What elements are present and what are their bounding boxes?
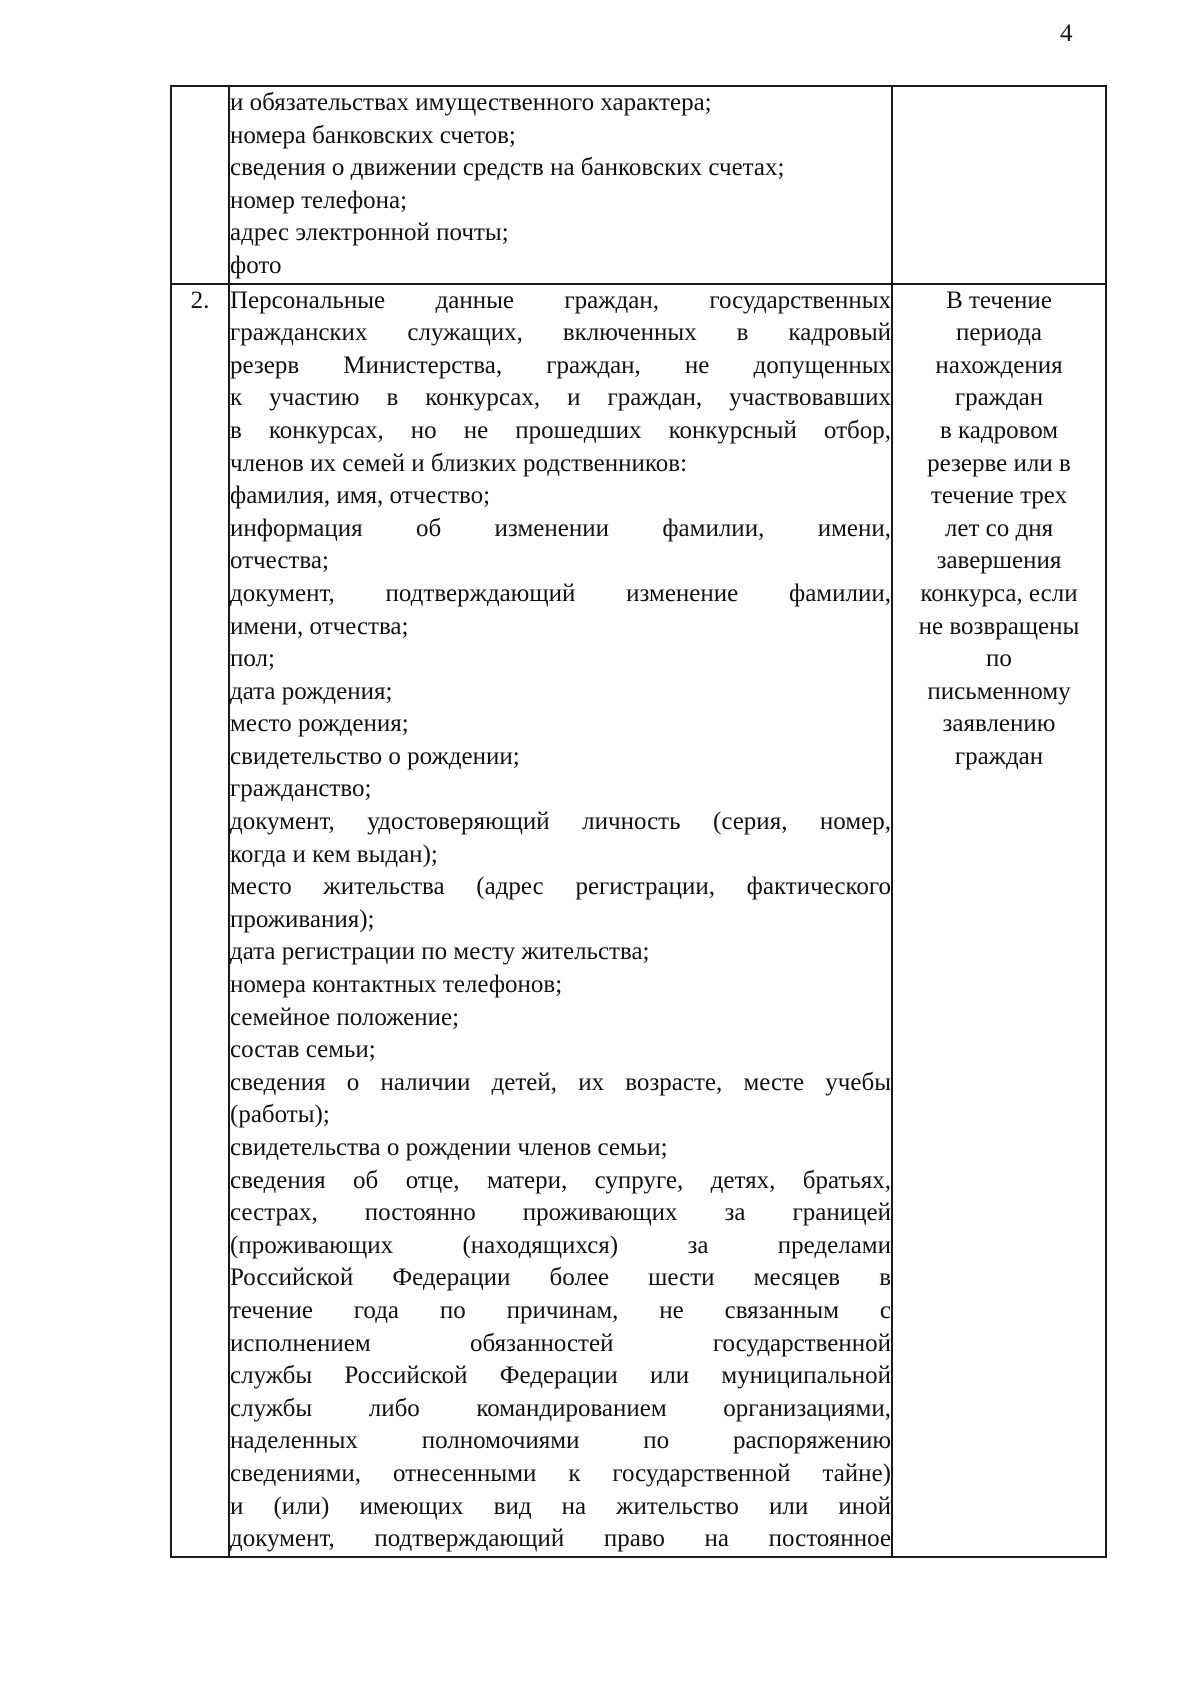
term-line: нахождения xyxy=(935,351,1063,379)
text-line: течение года по причинам, не связанным с xyxy=(230,1296,891,1324)
term-line: письменному xyxy=(927,677,1071,705)
text-line: состав семьи; xyxy=(230,1036,376,1064)
retention-term-cell xyxy=(892,86,1106,284)
text-line: адрес электронной почты; xyxy=(230,219,509,247)
text-line: сведениями, отнесенными к государственной тайне) xyxy=(230,1459,891,1487)
text-line: исполнением обязанностей государственной xyxy=(230,1329,891,1357)
text-line: службы Российской Федерации или муниципальной xyxy=(230,1362,891,1390)
text-line: документ, удостоверяющий личность (серия, номер, xyxy=(230,808,891,836)
page-number: 4 xyxy=(1060,20,1073,47)
text-line: свидетельства о рождении членов семьи; xyxy=(230,1134,668,1161)
text-line: информация об изменении фамилии, имени, xyxy=(230,514,891,542)
text-line: свидетельство о рождении; xyxy=(230,742,520,770)
text-line: и (или) имеющих вид на жительство или иной xyxy=(230,1492,891,1520)
text-line: фото xyxy=(230,251,282,279)
text-line: Персональные данные граждан, государственных xyxy=(230,286,891,314)
row-number xyxy=(171,86,229,284)
text-line: документ, подтверждающий изменение фамилии, xyxy=(230,579,891,607)
text-line: место жительства (адрес регистрации, фактического xyxy=(230,873,891,901)
text-line: когда и кем выдан); xyxy=(230,840,438,868)
text-line: (работы); xyxy=(230,1101,330,1129)
text-line: пол; xyxy=(230,645,275,673)
text-line: службы либо командированием организациями, xyxy=(230,1394,891,1422)
text-line: дата регистрации по месту жительства; xyxy=(230,938,650,966)
term-line: не возвращены xyxy=(918,612,1080,640)
table-body xyxy=(171,86,1106,1557)
table-row xyxy=(171,86,1106,284)
text-line: дата рождения; xyxy=(230,677,393,705)
text-line: наделенных полномочиями по распоряжению xyxy=(230,1427,891,1455)
text-line: номера банковских счетов; xyxy=(230,121,516,149)
text-line: в конкурсах, но не прошедших конкурсный отбор, xyxy=(230,416,891,444)
personal-data-table xyxy=(170,85,1107,1558)
text-line: членов их семей и близких родственников: xyxy=(230,449,688,477)
text-line: фамилия, имя, отчество; xyxy=(230,482,491,510)
data-description-cell xyxy=(229,86,892,284)
term-line: конкурса, если xyxy=(920,579,1078,607)
text-line: сведения об отце, матери, супруге, детях, братьях, xyxy=(230,1166,891,1194)
term-line: В течение xyxy=(946,286,1052,314)
text-line: номера контактных телефонов; xyxy=(230,971,563,999)
text-line: к участию в конкурсах, и граждан, участвовавших xyxy=(230,384,891,412)
text-line: гражданских служащих, включенных в кадровый xyxy=(230,319,891,347)
text-line: проживания); xyxy=(230,905,375,933)
text-line: сведения о движении средств на банковских счетах; xyxy=(230,154,785,182)
retention-term-cell xyxy=(892,284,1106,1557)
term-line: граждан xyxy=(954,742,1044,770)
term-line: заявлению xyxy=(942,710,1056,738)
text-line: Российской Федерации более шести месяцев в xyxy=(230,1264,891,1292)
text-line: сестрах, постоянно проживающих за границей xyxy=(230,1199,891,1227)
text-line: резерв Министерства, граждан, не допущенных xyxy=(230,351,891,379)
term-line: по xyxy=(986,645,1012,673)
data-description-cell xyxy=(229,284,892,1557)
text-line: и обязательствах имущественного характера; xyxy=(230,89,712,116)
term-line: граждан xyxy=(954,384,1044,412)
term-line: течение трех xyxy=(930,482,1068,510)
text-line: сведения о наличии детей, их возрасте, месте учебы xyxy=(230,1068,891,1096)
text-line: (проживающих (находящихся) за пределами xyxy=(230,1231,891,1259)
table-row xyxy=(171,284,1106,1557)
term-line: завершения xyxy=(936,547,1062,575)
term-line: периода xyxy=(956,319,1042,347)
text-line: место рождения; xyxy=(230,710,409,738)
row-number: 2. xyxy=(171,284,229,1557)
term-line: резерве или в xyxy=(927,449,1071,477)
text-line: документ, подтверждающий право на постоянное xyxy=(230,1525,891,1553)
text-line: отчества; xyxy=(230,547,329,575)
text-line: семейное положение; xyxy=(230,1003,460,1031)
text-line: гражданство; xyxy=(230,775,372,803)
term-line: в кадровом xyxy=(939,416,1059,444)
term-line: лет со дня xyxy=(944,514,1054,542)
text-line: имени, отчества; xyxy=(230,612,409,640)
text-line: номер телефона; xyxy=(230,186,408,214)
